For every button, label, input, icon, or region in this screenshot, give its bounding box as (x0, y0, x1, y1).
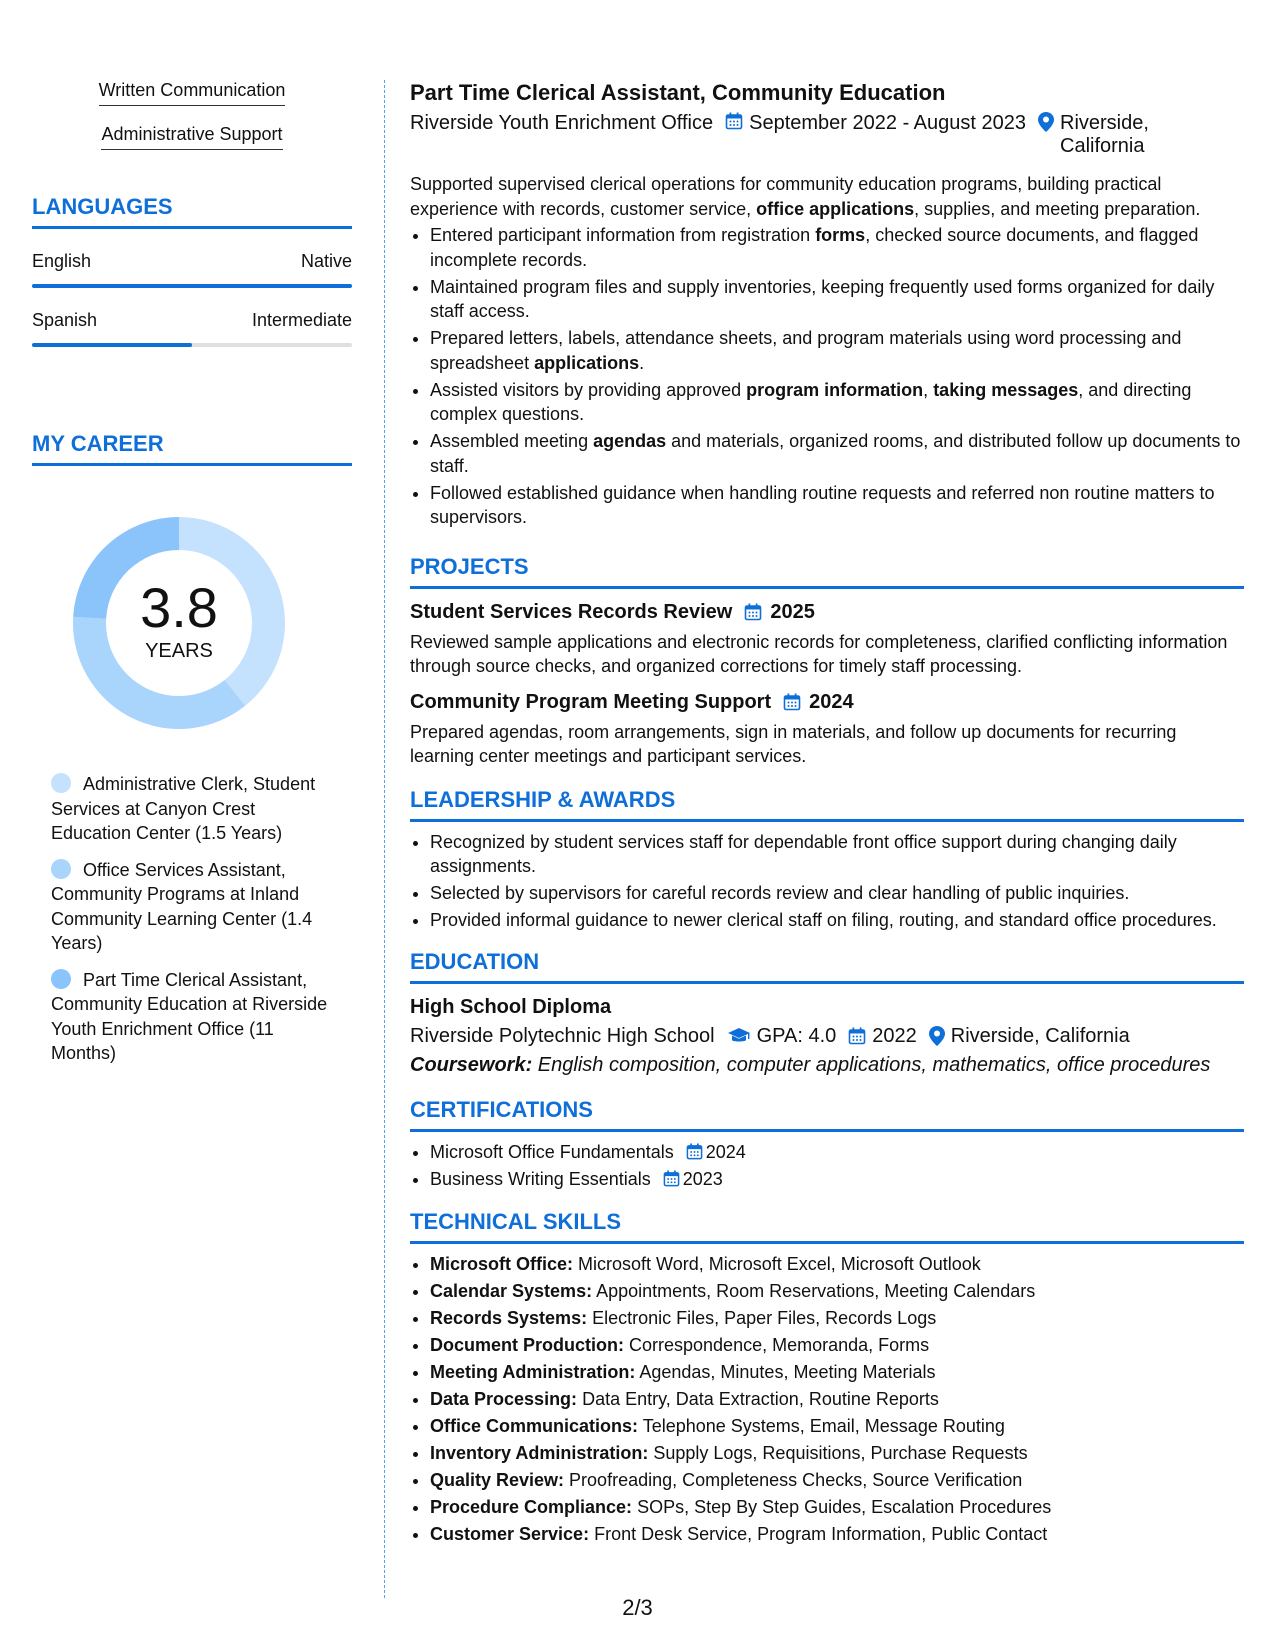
job-summary: Supported supervised clerical operations for community education programs, building practical experience with records, customer service, office applications, supplies, and meeting preparation. (410, 174, 1201, 219)
language-proficiency-fill (32, 284, 352, 288)
project-title (410, 691, 1244, 714)
school-location: Riverside, California (950, 1024, 1130, 1047)
degree-title: High School Diploma (410, 995, 612, 1018)
career-legend-item (51, 772, 333, 846)
language-item (32, 310, 352, 347)
project-name: Student Services Records Review (410, 600, 733, 623)
calendar-icon (725, 112, 743, 130)
languages-heading: LANGUAGES (32, 194, 352, 229)
list-item: • Calendar Systems: Appointments, Room Reservations, Meeting Calendars (430, 1279, 1244, 1304)
certification-year: 2024 (705, 1141, 746, 1162)
list-item: • Prepared letters, labels, attendance sheets, and program materials using word processing and spreadsheet applications. (430, 326, 1244, 375)
list-item: • Inventory Administration: Supply Logs, Requisitions, Purchase Requests (430, 1441, 1244, 1466)
list-item: • Followed established guidance when handling routine requests and referred non routine matters to supervisors. (430, 481, 1244, 530)
list-item: • Assembled meeting agendas and materials, organized rooms, and distributed follow up documents to staff. (430, 429, 1244, 478)
language-name: Spanish (32, 310, 98, 330)
career-legend-text: Office Services Assistant, Community Programs at Inland Community Learning Center (1.4 Years) (51, 859, 313, 953)
list-item: • Maintained program files and supply inventories, keeping frequently used forms organized for daily staff access. (430, 275, 1244, 324)
list-item (430, 1167, 1244, 1192)
page-number: 2/3 (622, 1595, 653, 1620)
graduation-cap-icon (727, 1027, 751, 1045)
certification-name: • Microsoft Office Fundamentals (430, 1141, 674, 1162)
project-name: Community Program Meeting Support (410, 690, 772, 713)
career-total-years: 3.8 (140, 576, 218, 639)
list-item (430, 1140, 1244, 1165)
language-proficiency-bar (32, 343, 352, 347)
location-pin-icon (1038, 112, 1054, 132)
job-bullets (410, 223, 1244, 530)
language-name: English (32, 251, 92, 271)
career-legend-item (51, 968, 333, 1066)
graduation-year: 2022 (872, 1024, 917, 1047)
list-item: • Office Communications: Telephone Systems, Email, Message Routing (430, 1414, 1244, 1439)
skill-tag: Written Communication (99, 80, 286, 106)
job-entry (410, 80, 1244, 530)
career-legend (32, 772, 352, 1066)
technical-skills-section (410, 1209, 1244, 1547)
legend-dot (51, 773, 71, 793)
project-description: Prepared agendas, room arrangements, sign in materials, and follow up documents for recurring learning center meetings and participant services. (410, 721, 1177, 766)
location-pin-icon (929, 1026, 945, 1046)
project-description: Reviewed sample applications and electronic records for completeness, clarified conflicting information through source checks, and organized corrections for timely staff processing. (410, 631, 1228, 676)
career-legend-text: Part Time Clerical Assistant, Community Education at Riverside Youth Enrichment Office (11 Months) (51, 969, 328, 1063)
project-year: 2025 (770, 600, 815, 623)
job-location (1060, 112, 1149, 158)
list-item: • Entered participant information from registration forms, checked source documents, and flagged incomplete records. (430, 223, 1244, 272)
certifications-heading: CERTIFICATIONS (410, 1097, 1244, 1132)
list-item: • Procedure Compliance: SOPs, Step By Step Guides, Escalation Procedures (430, 1495, 1244, 1520)
leadership-heading: LEADERSHIP & AWARDS (410, 787, 1244, 822)
calendar-icon (848, 1027, 866, 1045)
gpa: GPA: 4.0 (756, 1024, 837, 1047)
calendar-icon (744, 603, 762, 621)
list-item: • Customer Service: Front Desk Service, Program Information, Public Contact (430, 1522, 1244, 1547)
language-item (32, 251, 352, 288)
calendar-icon (663, 1170, 680, 1187)
projects-section (410, 554, 1244, 769)
technical-skills-heading: TECHNICAL SKILLS (410, 1209, 1244, 1244)
career-heading: MY CAREER (32, 431, 352, 466)
career-section (32, 431, 352, 1066)
list-item: • Document Production: Correspondence, Memoranda, Forms (430, 1333, 1244, 1358)
skill-tag: Administrative Support (101, 124, 282, 150)
job-organization: Riverside Youth Enrichment Office (410, 112, 714, 134)
school-name: Riverside Polytechnic High School (410, 1024, 715, 1047)
legend-dot (51, 859, 71, 879)
left-column (32, 80, 352, 1078)
list-item: • Provided informal guidance to newer clerical staff on filing, routing, and standard office procedures. (430, 908, 1244, 933)
location-line: California (1060, 135, 1145, 157)
list-item: • Recognized by student services staff for dependable front office support during changing daily assignments. (430, 830, 1244, 879)
column-divider (384, 80, 385, 1598)
career-legend-item (51, 858, 333, 956)
project-title (410, 601, 1244, 624)
list-item: • Data Processing: Data Entry, Data Extraction, Routine Reports (430, 1387, 1244, 1412)
career-donut-chart (66, 510, 292, 736)
list-item: • Assisted visitors by providing approved program information, taking messages, and directing complex questions. (430, 378, 1244, 427)
language-proficiency-fill (32, 343, 192, 347)
career-legend-text: Administrative Clerk, Student Services at Canyon Crest Education Center (1.5 Years) (51, 774, 316, 843)
job-title: Part Time Clerical Assistant, Community Education (410, 80, 946, 105)
right-column (410, 80, 1244, 1549)
list-item: • Microsoft Office: Microsoft Word, Microsoft Excel, Microsoft Outlook (430, 1252, 1244, 1277)
career-unit: YEARS (145, 640, 213, 662)
job-dates: September 2022 - August 2023 (749, 112, 1026, 134)
list-item: • Quality Review: Proofreading, Completeness Checks, Source Verification (430, 1468, 1244, 1493)
calendar-icon (686, 1143, 703, 1160)
leadership-list (410, 830, 1244, 933)
list-item: • Meeting Administration: Agendas, Minutes, Meeting Materials (430, 1360, 1244, 1385)
languages-section (32, 194, 352, 347)
leadership-section (410, 787, 1244, 933)
education-heading: EDUCATION (410, 949, 1244, 984)
coursework: Coursework: English composition, computer applications, mathematics, office procedures (410, 1053, 1211, 1076)
language-level: Native (300, 251, 352, 271)
certification-name: • Business Writing Essentials (430, 1168, 651, 1189)
certification-year: 2023 (682, 1168, 723, 1189)
calendar-icon (783, 693, 801, 711)
education-section (410, 949, 1244, 1077)
legend-dot (51, 969, 71, 989)
technical-skills-list (410, 1252, 1244, 1547)
list-item: • Records Systems: Electronic Files, Paper Files, Records Logs (430, 1306, 1244, 1331)
language-proficiency-bar (32, 284, 352, 288)
location-line: Riverside, (1060, 112, 1149, 134)
list-item: • Selected by supervisors for careful records review and clear handling of public inquiries. (430, 881, 1244, 906)
project-year: 2024 (809, 690, 854, 713)
certifications-list (410, 1140, 1244, 1192)
language-level: Intermediate (251, 310, 352, 330)
certifications-section (410, 1097, 1244, 1192)
projects-heading: PROJECTS (410, 554, 1244, 589)
